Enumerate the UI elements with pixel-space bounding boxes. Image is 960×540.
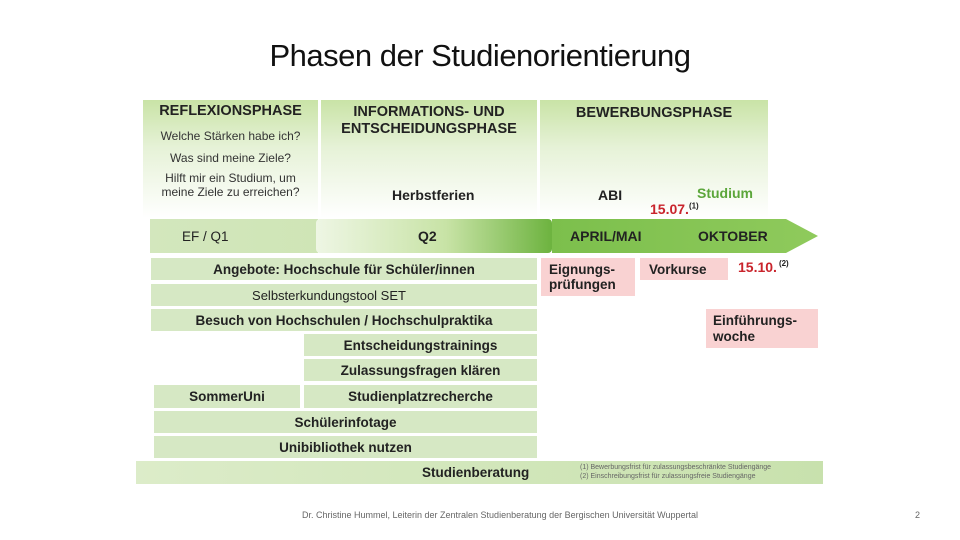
offer-einfuehrung-line1: Einführungs- [713, 312, 797, 328]
milestone-abi: ABI [598, 187, 623, 203]
offer-selbsterkundung [151, 284, 537, 306]
date1-note: (1) [688, 201, 699, 211]
phase-bewerbung-title: BEWERBUNGSPHASE [575, 105, 733, 121]
date2-text: 15.10. [738, 259, 777, 275]
milestone-date1 [650, 201, 699, 217]
timeline-seg1-text: EF / Q1 [182, 229, 229, 244]
date2-note: (2) [778, 259, 789, 269]
footnote-1: (1) Bewerbungsfrist für zulassungsbeschränkte Studiengänge [580, 464, 772, 471]
milestone-studium: Studium [697, 185, 753, 201]
phase-information-title-1: INFORMATIONS- UND [353, 104, 505, 120]
timeline-seg1-bg [150, 219, 318, 253]
offer-zulassung: Zulassungsfragen klären [304, 359, 537, 381]
milestone-date2 [738, 259, 789, 275]
reflexion-question-3: Hilft mir ein Studium, um meine Ziele zu erreichen? [161, 171, 300, 199]
offer-einfuehrung [706, 309, 818, 348]
page-title: Phasen der Studienorientierung [269, 38, 691, 73]
offer-einfuehrung-line2: woche [713, 328, 756, 344]
offer-eignung-line1: Eignungs- [549, 262, 615, 277]
offer-eignung [541, 258, 635, 296]
footer-text: Dr. Christine Hummel, Leiterin der Zentralen Studienberatung der Bergischen Universität Wuppertal [301, 510, 699, 520]
timeline-seg2-label: Q2 [418, 228, 437, 244]
offer-angebote: Angebote: Hochschule für Schüler/innen [151, 258, 537, 280]
phase-reflexion [143, 100, 318, 218]
offer-studienplatz: Studienplatzrecherche [304, 385, 537, 408]
page-number: 2 [915, 510, 921, 520]
timeline-seg1-label [182, 229, 229, 244]
offer-eignung-line2: prüfungen [549, 277, 616, 292]
offer-studienberatung-text: Studienberatung [422, 465, 530, 480]
offer-selbsterkundung-text: Selbsterkundungstool SET [252, 287, 406, 303]
date1-text: 15.07. [650, 201, 689, 217]
offer-sommeruni: SommerUni [154, 385, 300, 408]
phase-reflexion-title: REFLEXIONSPHASE [159, 103, 302, 119]
milestone-herbstferien: Herbstferien [392, 187, 475, 203]
timeline-seg3-label: APRIL/MAI [570, 228, 642, 244]
offer-entscheidung: Entscheidungstrainings [304, 334, 537, 356]
footnote-2: (2) Einschreibungsfrist für zulassungsfreie Studiengänge [580, 473, 756, 480]
offer-schuelerinfo: Schülerinfotage [154, 411, 537, 433]
offer-vorkurse: Vorkurse [640, 258, 728, 280]
offer-unibib: Unibibliothek nutzen [154, 436, 537, 458]
phase-information-title-2: ENTSCHEIDUNGSPHASE [341, 121, 517, 137]
offer-besuch: Besuch von Hochschulen / Hochschulpraktika [151, 309, 537, 331]
reflexion-question-1: Welche Stärken habe ich? [160, 129, 301, 143]
reflexion-question-2: Was sind meine Ziele? [170, 151, 291, 165]
timeline-seg4-label: OKTOBER [698, 228, 768, 244]
